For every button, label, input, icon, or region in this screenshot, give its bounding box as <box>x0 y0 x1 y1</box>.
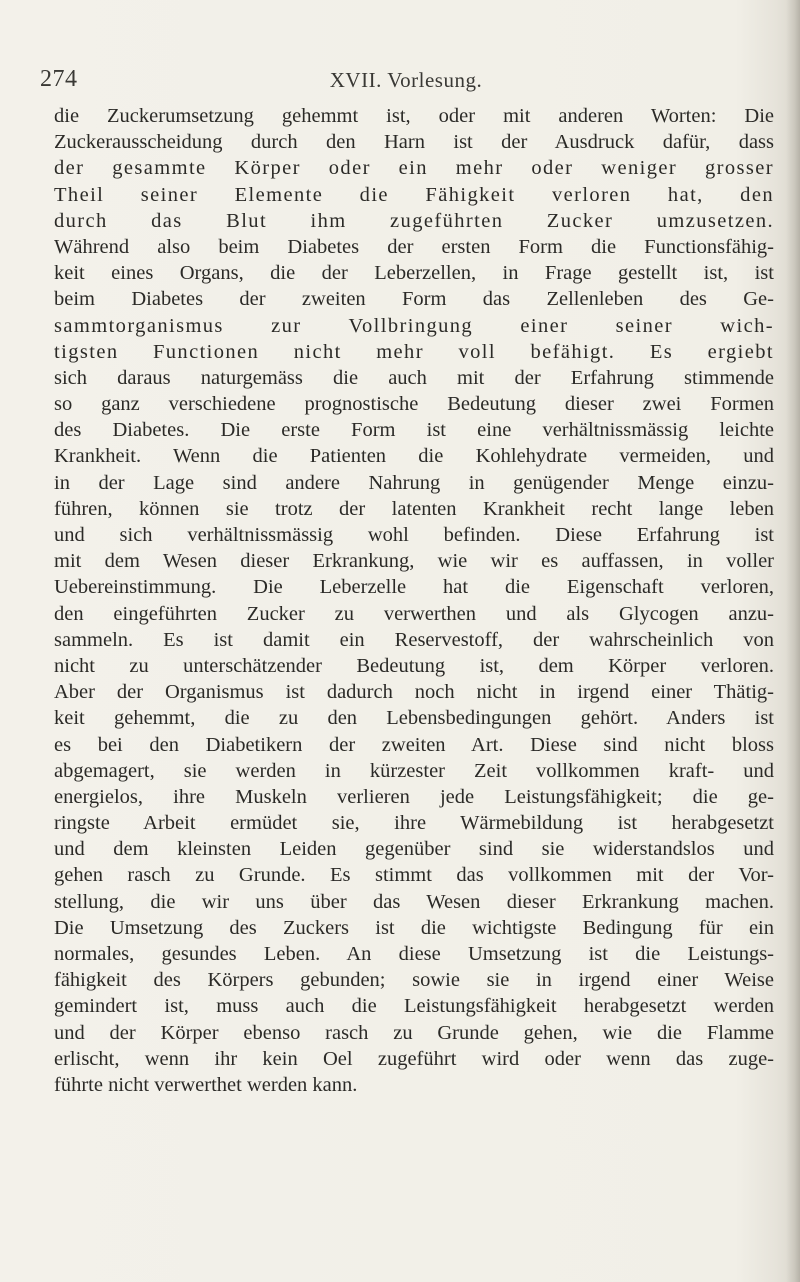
text-line: durch das Blut ihm zugeführten Zucker umzusetzen. <box>54 209 774 232</box>
text-line: sammtorganismus zur Vollbringung einer seiner wich- <box>54 314 774 337</box>
text-line: Während also beim Diabetes der ersten Form die Functionsfähig- <box>54 235 774 258</box>
text-line: sich daraus naturgemäss die auch mit der Erfahrung stimmende <box>54 366 774 389</box>
page-number: 274 <box>40 66 78 92</box>
text-line: nicht zu unterschätzender Bedeutung ist, dem Körper verloren. <box>54 654 774 677</box>
text-line: Aber der Organismus ist dadurch noch nicht in irgend einer Thätig- <box>54 681 774 704</box>
text-line: stellung, die wir uns über das Wesen dieser Erkrankung machen. <box>54 890 774 913</box>
body-text <box>54 103 774 1098</box>
text-line: des Diabetes. Die erste Form ist eine verhältnissmässig leichte <box>54 419 774 442</box>
text-line: energielos, ihre Muskeln verlieren jede Leistungsfähigkeit; die ge- <box>54 785 774 808</box>
text-line: erlischt, wenn ihr kein Oel zugeführt wird oder wenn das zuge- <box>54 1047 774 1070</box>
text-line: in der Lage sind andere Nahrung in genügender Menge einzu- <box>54 471 774 494</box>
text-line: Zuckerausscheidung durch den Harn ist der Ausdruck dafür, dass <box>54 131 774 154</box>
text-line: normales, gesundes Leben. An diese Umsetzung ist die Leistungs- <box>54 943 774 965</box>
page-header <box>40 52 772 92</box>
text-line: ringste Arbeit ermüdet sie, ihre Wärmebildung ist herabgesetzt <box>54 812 774 835</box>
text-line: gehen rasch zu Grunde. Es stimmt das vollkommen mit der Vor- <box>54 864 774 887</box>
text-line: und der Körper ebenso rasch zu Grunde gehen, wie die Flamme <box>54 1021 774 1044</box>
text-line: fähigkeit des Körpers gebunden; sowie sie in irgend einer Weise <box>54 969 774 992</box>
text-line: es bei den Diabetikern der zweiten Art. Diese sind nicht bloss <box>54 733 774 756</box>
text-line: Die Umsetzung des Zuckers ist die wichtigste Bedingung für ein <box>54 916 774 939</box>
page-edge-shadow <box>786 0 800 1282</box>
text-line: so ganz verschiedene prognostische Bedeutung dieser zwei Formen <box>54 393 774 416</box>
text-line: führen, können sie trotz der latenten Krankheit recht lange leben <box>54 497 774 520</box>
text-line: mit dem Wesen dieser Erkrankung, wie wir es auffassen, in voller <box>54 550 774 573</box>
text-line: keit eines Organs, die der Leberzellen, in Frage gestellt ist, ist <box>54 262 774 285</box>
text-line: die Zuckerumsetzung gehemmt ist, oder mit anderen Worten: Die <box>54 105 774 127</box>
text-line: sammeln. Es ist damit ein Reservestoff, der wahrscheinlich von <box>54 628 774 651</box>
text-line: führte nicht verwerthet werden kann. <box>54 1073 358 1096</box>
text-line: keit gehemmt, die zu den Lebensbedingungen gehört. Anders ist <box>54 707 774 730</box>
text-line: Theil seiner Elemente die Fähigkeit verloren hat, den <box>54 183 774 206</box>
text-line: und sich verhältnissmässig wohl befinden. Diese Erfahrung ist <box>54 524 774 546</box>
text-line: der gesammte Körper oder ein mehr oder weniger grosser <box>54 157 774 180</box>
text-line: beim Diabetes der zweiten Form das Zellenleben des Ge- <box>54 288 774 311</box>
text-line: Uebereinstimmung. Die Leberzelle hat die Eigenschaft verloren, <box>54 576 774 599</box>
text-line: Krankheit. Wenn die Patienten die Kohlehydrate vermeiden, und <box>54 445 774 468</box>
running-head: XVII. Vorlesung. <box>329 68 483 92</box>
text-line: abgemagert, sie werden in kürzester Zeit vollkommen kraft- und <box>54 759 774 782</box>
text-line: und dem kleinsten Leiden gegenüber sind sie widerstandslos und <box>54 838 774 861</box>
text-line: den eingeführten Zucker zu verwerthen und als Glycogen anzu- <box>54 602 774 625</box>
text-line: gemindert ist, muss auch die Leistungsfähigkeit herabgesetzt werden <box>54 995 774 1018</box>
text-line: tigsten Functionen nicht mehr voll befähigt. Es ergiebt <box>54 340 774 363</box>
